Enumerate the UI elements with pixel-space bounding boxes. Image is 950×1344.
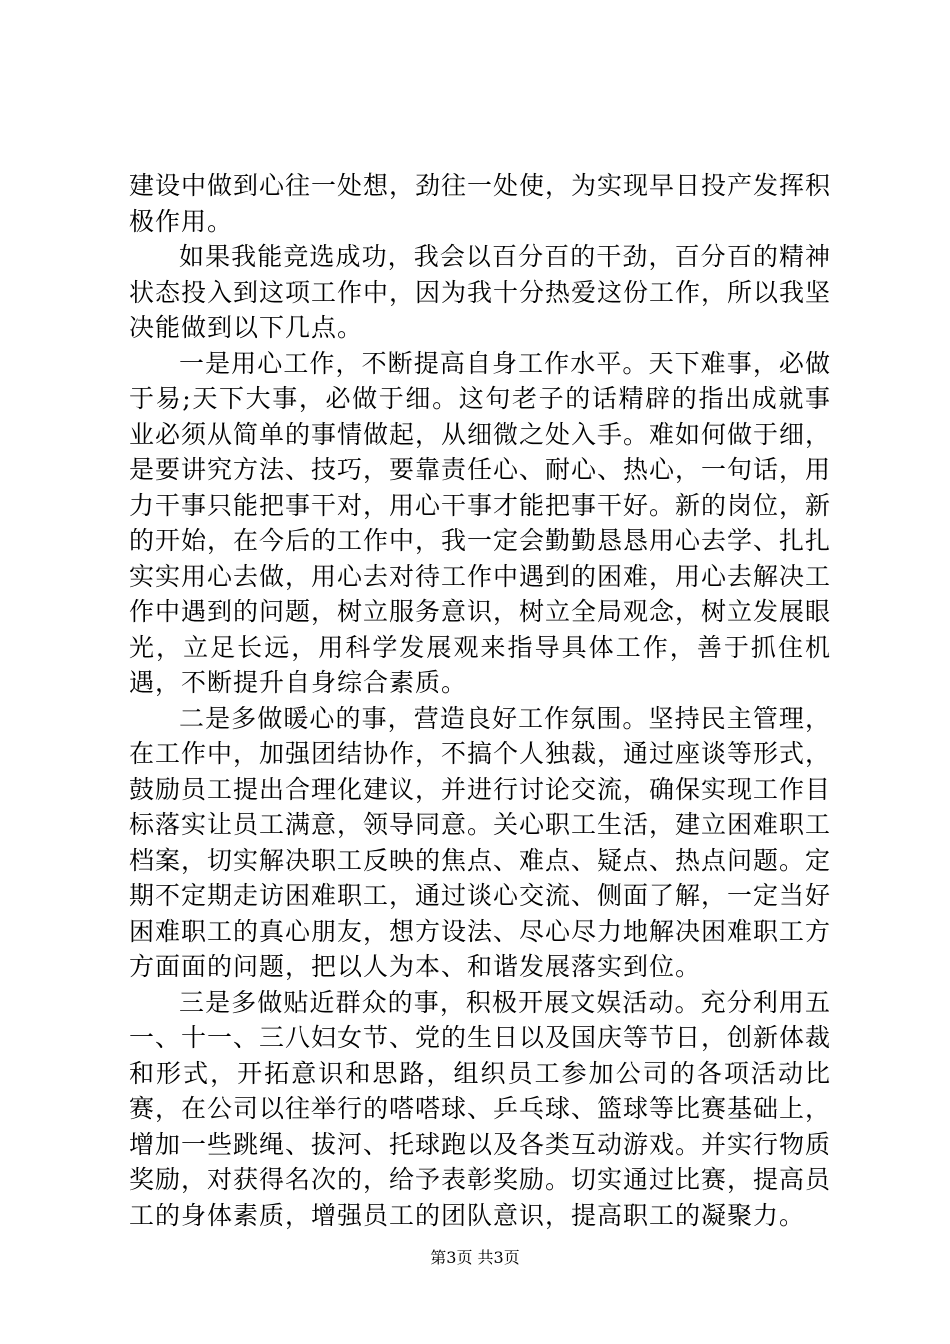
page-footer: 第3页 共3页	[430, 1248, 520, 1267]
paragraph-3: 一是用心工作，不断提高自身工作水平。天下难事，必做于易;天下大事，必做于细。这句老子的话精辟的指出成就事业必须从简单的事情做起，从细微之处入手。难如何做于细，是要讲究方法、技巧，要靠责任心、耐心、热心，一句话，用力干事只能把事干对，用心干事才能把事干好。新的岗位，新的开始，在今后的工作中，我一定会勤勤恳恳用心去学、扎扎实实用心去做，用心去对待工作中遇到的困难，用心去解决工作中遇到的问题，树立服务意识，树立全局观念，树立发展眼光，立足长远，用科学发展观来指导具体工作，善于抓住机遇，不断提升自身综合素质。	[129, 348, 832, 697]
paragraph-5: 三是多做贴近群众的事，积极开展文娱活动。充分利用五一、十一、三八妇女节、党的生日以及国庆等节日，创新体裁和形式，开拓意识和思路，组织员工参加公司的各项活动比赛，在公司以往举行的嗒嗒球、乒乓球、篮球等比赛基础上，增加一些跳绳、拔河、托球跑以及各类互动游戏。并实行物质奖励，对获得名次的，给予表彰奖励。切实通过比赛，提高员工的身体素质，增强员工的团队意识，提高职工的凝聚力。	[129, 987, 832, 1230]
paragraph-4: 二是多做暖心的事，营造良好工作氛围。坚持民主管理，在工作中，加强团结协作，不搞个人独裁，通过座谈等形式，鼓励员工提出合理化建议，并进行讨论交流，确保实现工作目标落实让员工满意，领导同意。关心职工生活，建立困难职工档案，切实解决职工反映的焦点、难点、疑点、热点问题。定期不定期走访困难职工，通过谈心交流、侧面了解，一定当好困难职工的真心朋友，想方设法、尽心尽力地解决困难职工方方面面的问题，把以人为本、和谐发展落实到位。	[129, 703, 832, 981]
paragraph-2: 如果我能竞选成功，我会以百分百的干劲，百分百的精神状态投入到这项工作中，因为我十分热爱这份工作，所以我坚决能做到以下几点。	[129, 242, 832, 342]
document-body	[129, 168, 831, 1233]
paragraph-1: 建设中做到心往一处想，劲往一处使，为实现早日投产发挥积极作用。	[129, 171, 832, 236]
